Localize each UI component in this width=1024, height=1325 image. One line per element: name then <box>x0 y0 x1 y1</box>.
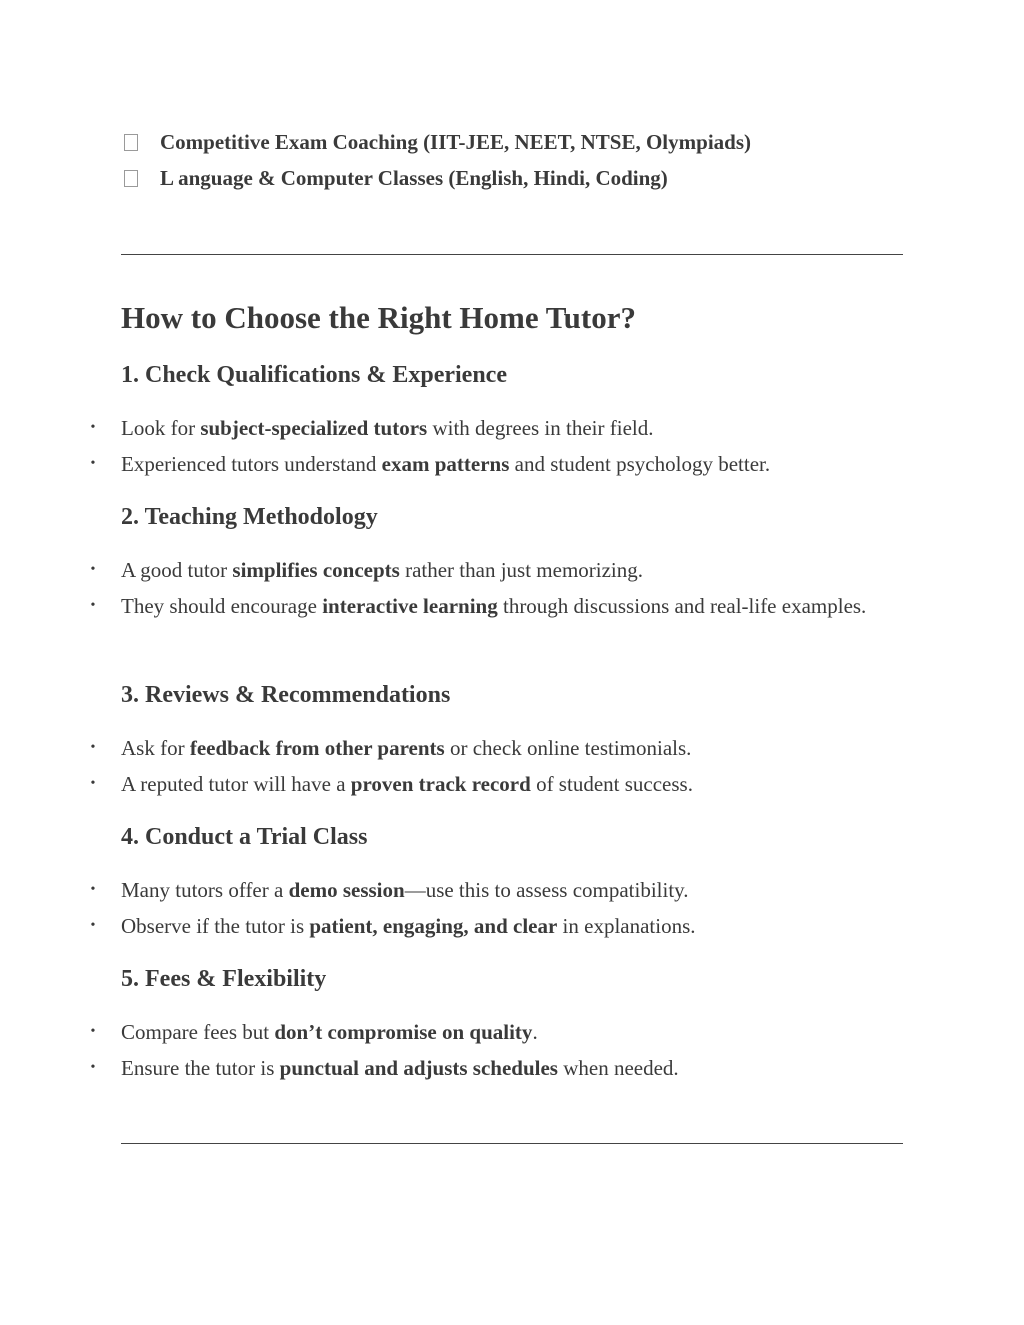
item-emphasis: simplifies concepts <box>232 558 400 582</box>
list-item <box>90 588 881 624</box>
item-text: in explanations. <box>557 914 696 938</box>
item-text: Observe if the tutor is <box>121 914 310 938</box>
bullet-icon: • <box>90 420 96 435</box>
item-text: Ask for <box>121 736 190 760</box>
horizontal-divider <box>121 1143 903 1144</box>
section-heading: 5. Fees & Flexibility <box>121 966 327 992</box>
section-heading: 4. Conduct a Trial Class <box>121 824 368 850</box>
item-emphasis: don’t compromise on quality <box>274 1020 533 1044</box>
list-item <box>90 1050 881 1086</box>
list-item <box>90 872 881 908</box>
item-text: —use this to assess compatibility. <box>404 878 689 902</box>
list-item <box>90 1014 881 1050</box>
service-text: L anguage & Computer Classes (English, Hindi, Coding) <box>160 166 668 190</box>
item-emphasis: proven track record <box>350 772 531 796</box>
item-emphasis: patient, engaging, and clear <box>309 914 558 938</box>
item-text: They should encourage <box>121 594 323 618</box>
item-text: A reputed tutor will have a <box>121 772 351 796</box>
item-text: rather than just memorizing. <box>399 558 644 582</box>
bullet-icon: • <box>90 918 96 933</box>
bullet-icon: • <box>90 740 96 755</box>
checkbox-glyph-icon <box>124 170 138 187</box>
section-heading: 2. Teaching Methodology <box>121 504 378 530</box>
list-item <box>90 730 881 766</box>
item-text: Compare fees but <box>121 1020 275 1044</box>
bullet-icon: • <box>90 1060 96 1075</box>
item-text: with degrees in their field. <box>427 416 654 440</box>
page-title: How to Choose the Right Home Tutor? <box>121 300 636 335</box>
checkbox-glyph-icon <box>124 134 138 151</box>
item-emphasis: demo session <box>288 878 405 902</box>
item-text: or check online testimonials. <box>444 736 692 760</box>
section-heading: 3. Reviews & Recommendations <box>121 682 451 708</box>
item-text: Experienced tutors understand <box>121 452 382 476</box>
list-item <box>90 766 881 802</box>
list-item <box>90 410 881 446</box>
section-heading: 1. Check Qualifications & Experience <box>121 362 507 388</box>
service-item <box>124 127 751 157</box>
bullet-icon: • <box>90 1024 96 1039</box>
bullet-icon: • <box>90 882 96 897</box>
item-emphasis: exam patterns <box>381 452 510 476</box>
item-emphasis: subject-specialized tutors <box>200 416 428 440</box>
item-text: of student success. <box>530 772 693 796</box>
bullet-icon: • <box>90 456 96 471</box>
service-item <box>124 163 668 193</box>
bullet-icon: • <box>90 562 96 577</box>
bullet-icon: • <box>90 776 96 791</box>
item-text: through discussions and real-life examples. <box>497 594 867 618</box>
item-text: and student psychology better. <box>509 452 771 476</box>
item-text: . <box>532 1020 538 1044</box>
item-emphasis: interactive learning <box>322 594 498 618</box>
horizontal-divider <box>121 254 903 255</box>
item-text: when needed. <box>557 1056 679 1080</box>
list-item <box>90 446 881 482</box>
item-text: A good tutor <box>121 558 233 582</box>
item-emphasis: feedback from other parents <box>189 736 445 760</box>
list-item <box>90 908 881 944</box>
bullet-icon: • <box>90 598 96 613</box>
service-text: Competitive Exam Coaching (IIT-JEE, NEET, NTSE, Olympiads) <box>160 130 751 154</box>
item-text: Look for <box>121 416 201 440</box>
item-text: Many tutors offer a <box>121 878 289 902</box>
item-emphasis: punctual and adjusts schedules <box>279 1056 558 1080</box>
item-text: Ensure the tutor is <box>121 1056 280 1080</box>
list-item <box>90 552 881 588</box>
